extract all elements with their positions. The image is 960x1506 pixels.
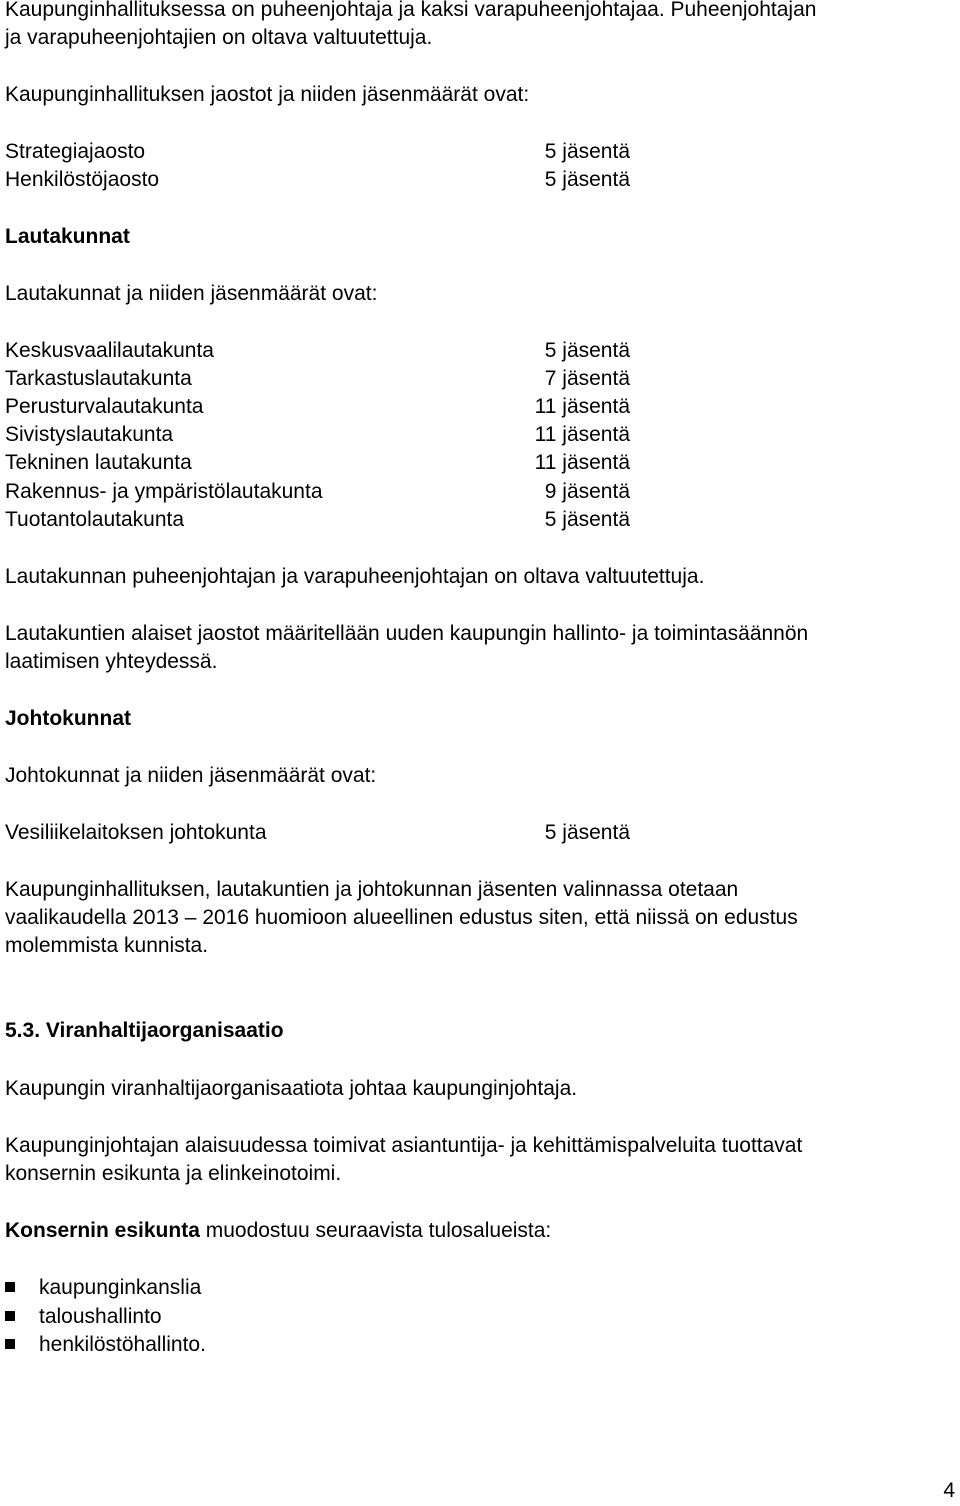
lautakunta-row xyxy=(5,478,645,507)
bullet-square-icon xyxy=(5,1339,15,1349)
bullet-item: taloushallinto xyxy=(39,1305,162,1328)
lautakunta-name: Tarkastuslautakunta xyxy=(5,367,192,390)
lautakunta-name: Perusturvalautakunta xyxy=(5,395,204,418)
lautakunta-count: 11 jäsentä xyxy=(534,395,630,418)
lautakunta-row xyxy=(5,393,645,422)
jaosto-name: Henkilöstöjaosto xyxy=(5,168,160,191)
lautakunta-count: 9 jäsentä xyxy=(544,480,630,503)
johtokunta-name: Vesiliikelaitoksen johtokunta xyxy=(5,821,267,844)
lautakunta-row xyxy=(5,449,645,478)
bullet-square-icon xyxy=(5,1282,15,1292)
lautakunta-count: 7 jäsentä xyxy=(544,367,630,390)
johtokunnat-note-line-3: molemmista kunnista. xyxy=(5,934,209,957)
johtokunta-row xyxy=(5,819,645,848)
konserni-rest: muodostuu seuraavista tulosalueista: xyxy=(199,1219,552,1242)
lautakunta-row xyxy=(5,365,645,394)
jaostot-intro: Kaupunginhallituksen jaostot ja niiden jäsenmäärät ovat: xyxy=(5,83,530,106)
viranhaltija-paragraph-2-line-1: Kaupunginjohtajan alaisuudessa toimivat asiantuntija- ja kehittämispalveluita tuottavat xyxy=(5,1134,803,1157)
jaosto-count: 5 jäsentä xyxy=(544,140,630,163)
johtokunta-count: 5 jäsentä xyxy=(544,821,630,844)
section-heading: 5.3. Viranhaltijaorganisaatio xyxy=(5,1019,284,1042)
lautakunta-count: 5 jäsentä xyxy=(544,339,630,362)
intro-line-2: ja varapuheenjohtajien on oltava valtuutettuja. xyxy=(5,26,433,49)
lautakunta-row xyxy=(5,506,645,535)
viranhaltija-paragraph-1: Kaupungin viranhaltijaorganisaatiota johtaa kaupunginjohtaja. xyxy=(5,1077,578,1100)
johtokunnat-note-line-2: vaalikaudella 2013 – 2016 huomioon alueellinen edustus siten, että niissä on edustus xyxy=(5,906,798,929)
lautakunta-row xyxy=(5,421,645,450)
jaosto-row xyxy=(5,166,645,195)
johtokunnat-intro: Johtokunnat ja niiden jäsenmäärät ovat: xyxy=(5,764,377,787)
bullet-item: kaupunginkanslia xyxy=(39,1276,202,1299)
jaosto-row xyxy=(5,138,645,167)
lautakunta-name: Tuotantolautakunta xyxy=(5,508,185,531)
intro-line-1: Kaupunginhallituksessa on puheenjohtaja ja kaksi varapuheenjohtajaa. Puheenjohtajan xyxy=(5,0,817,21)
bullet-item: henkilöstöhallinto. xyxy=(39,1333,206,1356)
lautakunta-name: Keskusvaalilautakunta xyxy=(5,339,214,362)
lautakunnat-intro: Lautakunnat ja niiden jäsenmäärät ovat: xyxy=(5,282,378,305)
lautakunnat-heading: Lautakunnat xyxy=(5,225,130,248)
lautakunnat-note-2-line-1: Lautakuntien alaiset jaostot määritellään uuden kaupungin hallinto- ja toimintasäännön xyxy=(5,622,809,645)
lautakunta-name: Rakennus- ja ympäristölautakunta xyxy=(5,480,323,503)
jaosto-count: 5 jäsentä xyxy=(544,168,630,191)
lautakunta-row xyxy=(5,337,645,366)
bullet-square-icon xyxy=(5,1311,15,1321)
johtokunnat-heading: Johtokunnat xyxy=(5,707,131,730)
konserni-bold-term: Konsernin esikunta xyxy=(5,1219,200,1242)
lautakunta-name: Sivistyslautakunta xyxy=(5,423,174,446)
lautakunta-count: 11 jäsentä xyxy=(534,451,630,474)
konserni-paragraph xyxy=(5,1217,551,1246)
viranhaltija-paragraph-2-line-2: konsernin esikunta ja elinkeinotoimi. xyxy=(5,1162,342,1185)
jaosto-name: Strategiajaosto xyxy=(5,140,146,163)
lautakunta-count: 5 jäsentä xyxy=(544,508,630,531)
page-number: 4 xyxy=(943,1479,955,1502)
lautakunta-name: Tekninen lautakunta xyxy=(5,451,192,474)
lautakunta-count: 11 jäsentä xyxy=(534,423,630,446)
lautakunnat-note-1: Lautakunnan puheenjohtajan ja varapuheenjohtajan on oltava valtuutettuja. xyxy=(5,565,705,588)
johtokunnat-note-line-1: Kaupunginhallituksen, lautakuntien ja johtokunnan jäsenten valinnassa otetaan xyxy=(5,878,739,901)
lautakunnat-note-2-line-2: laatimisen yhteydessä. xyxy=(5,650,218,673)
